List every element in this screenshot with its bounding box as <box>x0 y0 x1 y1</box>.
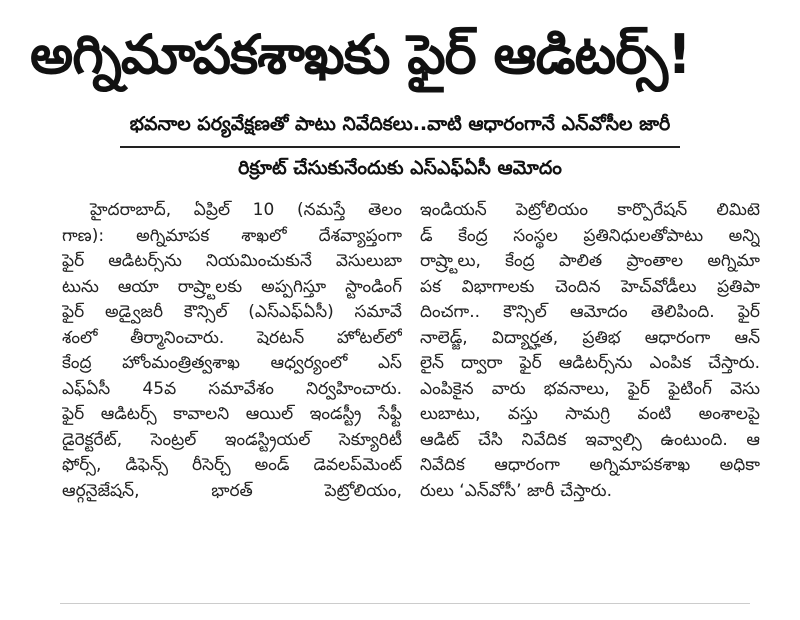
body-line: గాణ): అగ్నిమాపక శాఖలో దేశవ్యాప్తంగా <box>62 225 402 246</box>
body-line: హైదరాబాద్‌, ఏప్రిల్‌ 10 (నమస్తే తెలం <box>90 200 402 220</box>
body-line: ఫైర్‌ అడ్వైజరీ కౌన్సిల్‌ (ఎస్‌ఎఫ్‌ఏసీ) సమావే <box>62 302 402 322</box>
subheading-divider <box>120 146 680 148</box>
body-line: ఆర్గనైజేషన్‌, భారత్‌ పెట్రోలియం, <box>62 480 402 501</box>
body-line: లైన్‌ ద్వారా ఫైర్‌ ఆడిటర్స్‌ను ఎంపిక చేస్తారు. <box>420 353 760 373</box>
body-line: రులు ‘ఎన్‌వోసీ’ జారీ చేస్తారు. <box>420 480 612 501</box>
body-line: డ్‌ కేంద్ర సంస్థల ప్రతినిధులతోపాటు అన్ని <box>420 225 760 246</box>
body-line: ఫైర్‌ ఆడిటర్స్‌ కావాలని ఆయిల్‌ ఇండస్ట్రీ సేఫ్టీ <box>62 404 402 424</box>
article-column-right <box>420 198 760 504</box>
body-line: దించగా.. కౌన్సిల్‌ ఆమోదం తెలిపింది. ఫైర్‌ <box>420 302 760 322</box>
body-line: నాలెడ్జ్‌, విద్యార్హత, ప్రతిభ ఆధారంగా ఆన్‌ <box>420 327 760 348</box>
body-line: ఫోర్స్‌, డిఫెన్స్‌ రీసెర్చ్‌ అండ్‌ డెవలప్‌మెంట్‌ <box>62 455 402 475</box>
body-line: శంలో తీర్మానించారు. షెరటన్‌ హోటల్‌లో <box>62 327 402 348</box>
headline: అగ్నిమాపకశాఖకు ఫైర్‌ ఆడిటర్స్‌! <box>30 23 691 86</box>
body-line: ఫైర్‌ ఆడిటర్స్‌ను నియమించుకునే వెసులుబా <box>62 251 402 271</box>
body-line: టును ఆయా రాష్ర్టాలకు అప్పగిస్తూ స్టాండింగ్‌ <box>62 276 402 297</box>
body-line: ఎఫ్‌ఏసీ 45వ సమావేశం నిర్వహించారు. <box>62 378 402 399</box>
bottom-divider <box>60 603 750 604</box>
body-line: కేంద్ర హోంమంత్రిత్వశాఖ ఆధ్వర్యంలో ఎస్‌ <box>62 353 402 373</box>
body-line: రాష్ర్టాలు, కేంద్ర పాలిత ప్రాంతాల అగ్నిమా <box>420 251 760 271</box>
body-line: నివేదిక ఆధారంగా అగ్నిమాపకశాఖ అధికా <box>420 455 760 475</box>
body-line: ఇండియన్‌ పెట్రోలియం కార్పొరేషన్‌ లిమిటె <box>420 200 760 220</box>
subheading-2: రిక్రూట్‌ చేసుకునేందుకు ఎస్‌ఎఫ్‌ఏసీ ఆమోదం <box>238 157 562 179</box>
body-line: ఆడిట్‌ చేసి నివేదిక ఇవ్వాల్సి ఉంటుంది. ఆ <box>420 429 760 450</box>
body-line: ఎంపికైన వారు భవనాలు, ఫైర్‌ ఫైటింగ్‌ వెసు <box>420 378 760 399</box>
body-line: లుబాటు, వస్తు సామగ్రి వంటి అంశాలపై <box>420 404 760 424</box>
body-line: డైరెక్టరేట్‌, సెంట్రల్‌ ఇండస్ట్రియల్‌ సెక్యూరిటీ <box>62 429 402 450</box>
article-column-left <box>62 198 402 504</box>
subheading-1: భవనాల పర్యవేక్షణతో పాటు నివేదికలు..వాటి ఆధారంగానే ఎన్‌వోసీల జారీ <box>129 113 671 135</box>
body-line: పక విభాగాలకు చెందిన హెచ్‌వోడీలు ప్రతిపా <box>420 276 760 297</box>
